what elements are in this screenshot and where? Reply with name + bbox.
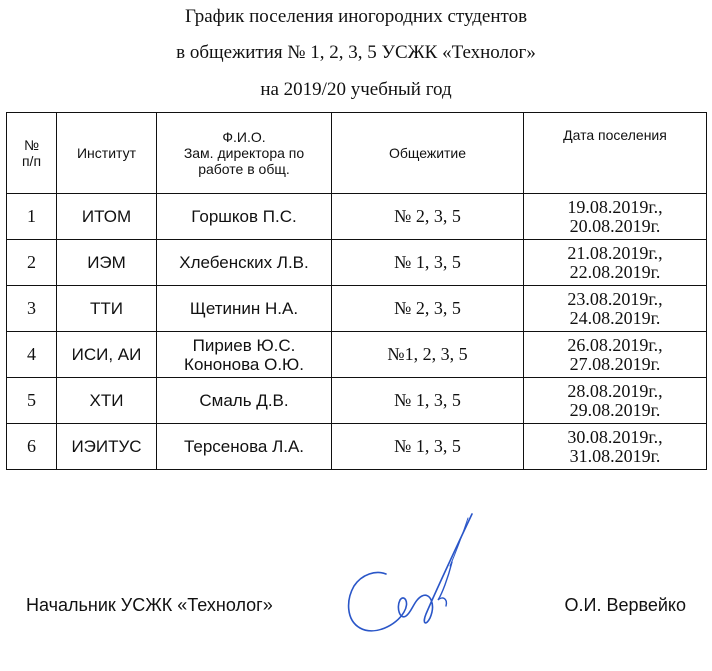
- dormitory-cell: № 2, 3, 5: [332, 194, 524, 240]
- signatory-name: О.И. Вервейко: [564, 595, 686, 615]
- table-row: [7, 332, 707, 378]
- signatory-position: Начальник УСЖК «Технолог»: [26, 595, 273, 615]
- dormitory-cell: № 2, 3, 5: [332, 286, 524, 332]
- row-number-cell: 6: [7, 424, 57, 470]
- document-title-line-2: в общежития № 1, 2, 3, 5 УСЖК «Технолог»: [176, 42, 536, 63]
- deputy-name-cell: Хлебенских Л.В.: [157, 240, 332, 286]
- dormitory-cell: № 1, 3, 5: [332, 424, 524, 470]
- deputy-name-cell: Смаль Д.В.: [157, 378, 332, 424]
- table-row: [7, 240, 707, 286]
- institute-cell: ТТИ: [57, 286, 157, 332]
- row-number-cell: 1: [7, 194, 57, 240]
- deputy-name-cell: Пириев Ю.С. Кононова О.Ю.: [157, 332, 332, 378]
- settlement-date-cell: 21.08.2019г., 22.08.2019г.: [524, 240, 707, 286]
- settlement-date-cell: 23.08.2019г., 24.08.2019г.: [524, 286, 707, 332]
- column-header-deputy: Ф.И.О. Зам. директора по работе в общ.: [157, 113, 332, 194]
- institute-cell: ХТИ: [57, 378, 157, 424]
- table-header-row: [7, 113, 707, 194]
- deputy-name-cell: Щетинин Н.А.: [157, 286, 332, 332]
- institute-cell: ИЭМ: [57, 240, 157, 286]
- signature-image: [330, 508, 500, 658]
- deputy-name-cell: Терсенова Л.А.: [157, 424, 332, 470]
- document-title-line-3: на 2019/20 учебный год: [260, 79, 452, 100]
- column-header-settlement-date: Дата поселения: [524, 113, 707, 194]
- dormitory-cell: № 1, 3, 5: [332, 240, 524, 286]
- table-row: [7, 286, 707, 332]
- column-header-dormitory: Общежитие: [332, 113, 524, 194]
- column-header-number: № п/п: [7, 113, 57, 194]
- dormitory-cell: № 1, 3, 5: [332, 378, 524, 424]
- row-number-cell: 3: [7, 286, 57, 332]
- institute-cell: ИТОМ: [57, 194, 157, 240]
- deputy-name-cell: Горшков П.С.: [157, 194, 332, 240]
- dormitory-cell: №1, 2, 3, 5: [332, 332, 524, 378]
- table-row: [7, 424, 707, 470]
- row-number-cell: 4: [7, 332, 57, 378]
- table-body: [7, 194, 707, 470]
- document-title-line-1: График поселения иногородних студентов: [184, 6, 528, 27]
- institute-cell: ИЭИТУС: [57, 424, 157, 470]
- table-row: [7, 194, 707, 240]
- settlement-date-cell: 28.08.2019г., 29.08.2019г.: [524, 378, 707, 424]
- settlement-date-cell: 26.08.2019г., 27.08.2019г.: [524, 332, 707, 378]
- settlement-date-cell: 30.08.2019г., 31.08.2019г.: [524, 424, 707, 470]
- row-number-cell: 2: [7, 240, 57, 286]
- settlement-schedule-table: [6, 112, 707, 470]
- settlement-date-cell: 19.08.2019г., 20.08.2019г.: [524, 194, 707, 240]
- institute-cell: ИСИ, АИ: [57, 332, 157, 378]
- row-number-cell: 5: [7, 378, 57, 424]
- column-header-institute: Институт: [57, 113, 157, 194]
- table-row: [7, 378, 707, 424]
